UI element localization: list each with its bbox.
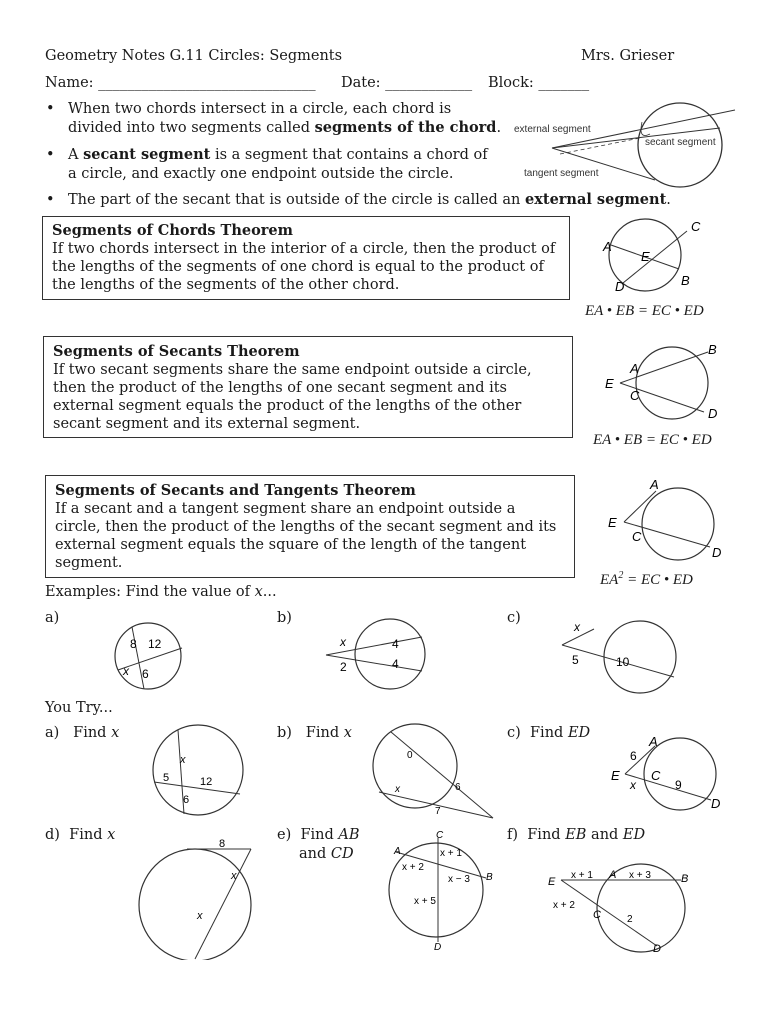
point-label: C [691, 219, 701, 234]
you-try-d-figure [135, 835, 260, 960]
point-label: D [708, 406, 718, 421]
segment-value: 6 [455, 782, 461, 793]
examples-heading: Examples: Find the value of x... [45, 584, 277, 600]
secants-theorem-figure [600, 338, 730, 428]
point-label: D [711, 796, 721, 811]
segment-value: x [180, 754, 186, 766]
point-label: E [611, 768, 620, 783]
theorem-line: external segment equals the square of the length of the tangent [55, 537, 527, 553]
example-b-label: b) [277, 610, 292, 626]
tangent-segment-label: tangent segment [524, 168, 599, 179]
segment-value: x [231, 870, 237, 882]
example-b-figure [320, 615, 440, 693]
segment-value: x [197, 910, 203, 922]
you-try-a-figure [150, 722, 250, 818]
point-label: D [712, 545, 722, 560]
segment-value: 0 [407, 750, 413, 761]
teacher-name: Mrs. Grieser [581, 48, 675, 64]
theorem-title: Segments of Secants Theorem [53, 343, 300, 360]
point-label: A [609, 869, 617, 881]
theorem-line: If two chords intersect in the interior of a circle, then the product of [52, 241, 556, 257]
theorem-line: If a secant and a tangent segment share an endpoint outside a [55, 501, 516, 517]
theorem-line: secant segment and its external segment. [53, 416, 361, 432]
bullet-line: a circle, and exactly one endpoint outside the circle. [68, 166, 454, 182]
you-try-heading: You Try... [45, 700, 113, 716]
point-label: D [653, 943, 661, 955]
segment-value: 2 [340, 660, 347, 674]
example-a-label: a) [45, 610, 60, 626]
point-label: B [486, 872, 493, 883]
segment-value: x [395, 784, 400, 795]
segment-value: 5 [163, 772, 170, 784]
date-field: Date: ____________ [341, 75, 473, 91]
secant-tangent-formula: $EA^2$ = EC • ED [600, 570, 693, 588]
theorem-line: external segment equals the product of the lengths of the other [53, 398, 522, 414]
example-c-figure [550, 615, 690, 695]
theorem-title: Segments of Secants and Tangents Theorem [55, 482, 416, 499]
theorem-line: segment. [55, 555, 123, 571]
bullet-line: The part of the secant that is outside of the circle is called an external segment. [68, 191, 671, 208]
chords-theorem-box [42, 216, 570, 300]
theorem-line: the lengths of the segments of the other chord. [52, 277, 400, 293]
point-label: C [651, 768, 661, 783]
you-try-f-prompt: f) Find EB and ED [507, 827, 646, 843]
you-try-a-prompt: a) Find x [45, 725, 120, 741]
segment-value: 7 [435, 806, 441, 817]
segment-value: 2 [627, 914, 633, 925]
point-label: A [394, 846, 401, 857]
segment-value: x [630, 778, 636, 792]
point-label: C [593, 909, 601, 921]
segment-value: 5 [572, 653, 579, 667]
you-try-e-prompt-line2: and CD [299, 846, 354, 862]
segment-value: x + 1 [571, 870, 593, 881]
segment-value: x + 2 [553, 900, 575, 911]
theorem-title: Segments of Chords Theorem [52, 222, 293, 239]
name-field: Name: ______________________________ [45, 75, 316, 91]
point-label: B [681, 273, 690, 288]
chords-formula: EA • EB = EC • ED [585, 303, 704, 319]
segment-value: x + 2 [402, 862, 424, 873]
segment-value: 6 [183, 794, 190, 806]
segment-value: x + 1 [440, 848, 462, 859]
secants-formula: EA • EB = EC • ED [593, 432, 712, 448]
page-title: Geometry Notes G.11 Circles: Segments [45, 48, 343, 64]
point-label: A [603, 239, 612, 254]
segment-value: 12 [200, 776, 213, 788]
point-label: E [641, 249, 650, 264]
point-label: A [650, 477, 659, 492]
point-label: A [649, 734, 658, 749]
point-label: C [436, 830, 444, 841]
point-label: D [615, 279, 625, 294]
bullet-line: divided into two segments called segments of the chord. [68, 119, 502, 136]
you-try-c-figure [605, 732, 730, 814]
point-label: C [630, 388, 640, 403]
point-label: B [708, 342, 717, 357]
you-try-f-figure [545, 860, 695, 955]
segment-value: 8 [130, 637, 137, 651]
segment-value: 8 [219, 838, 226, 850]
secant-segment-label: secant segment [645, 137, 716, 148]
secant-tangent-theorem-box [45, 475, 575, 578]
point-label: E [608, 515, 617, 530]
segment-value: 10 [616, 655, 630, 669]
theorem-line: the lengths of the segments of one chord is equal to the product of [52, 259, 544, 275]
you-try-b-figure [365, 720, 500, 820]
theorem-line: then the product of the lengths of one secant segment and its [53, 380, 508, 396]
segment-value: 4 [392, 637, 399, 651]
segment-value: x [574, 620, 580, 634]
external-segment-label: external segment [514, 124, 591, 135]
you-try-e-figure [382, 828, 497, 950]
segment-value: 6 [630, 749, 637, 763]
segment-value: 12 [148, 637, 162, 651]
you-try-b-prompt: b) Find x [277, 725, 352, 741]
point-label: E [605, 376, 614, 391]
you-try-e-prompt: e) Find AB [277, 827, 360, 843]
intro-secant-tangent-figure [510, 100, 750, 190]
segment-value: x [123, 664, 129, 678]
point-label: D [434, 942, 442, 950]
you-try-d-prompt: d) Find x [45, 827, 116, 843]
theorem-line: circle, then the product of the lengths of the secant segment and its [55, 519, 557, 535]
theorem-line: If two secant segments share the same endpoint outside a circle, [53, 362, 532, 378]
segment-value: x + 3 [629, 870, 651, 881]
example-a-figure [110, 620, 190, 692]
bullet-line: When two chords intersect in a circle, each chord is [68, 101, 452, 117]
segment-value: x − 3 [448, 874, 470, 885]
segment-value: x [340, 635, 346, 649]
block-field: Block: _______ [488, 75, 590, 91]
secant-tangent-theorem-figure [600, 477, 730, 567]
segment-value: 6 [142, 667, 149, 681]
bullet-line: A secant segment is a segment that contains a chord of [68, 146, 488, 163]
segment-value: 9 [675, 778, 682, 792]
point-label: C [632, 529, 642, 544]
segment-value: x + 5 [414, 896, 436, 907]
secants-theorem-box [43, 336, 573, 438]
point-label: A [630, 361, 639, 376]
you-try-c-prompt: c) Find ED [507, 725, 591, 741]
example-c-label: c) [507, 610, 521, 626]
chords-theorem-figure [595, 215, 715, 295]
point-label: E [548, 876, 556, 888]
point-label: B [681, 873, 689, 885]
segment-value: 4 [392, 657, 399, 671]
